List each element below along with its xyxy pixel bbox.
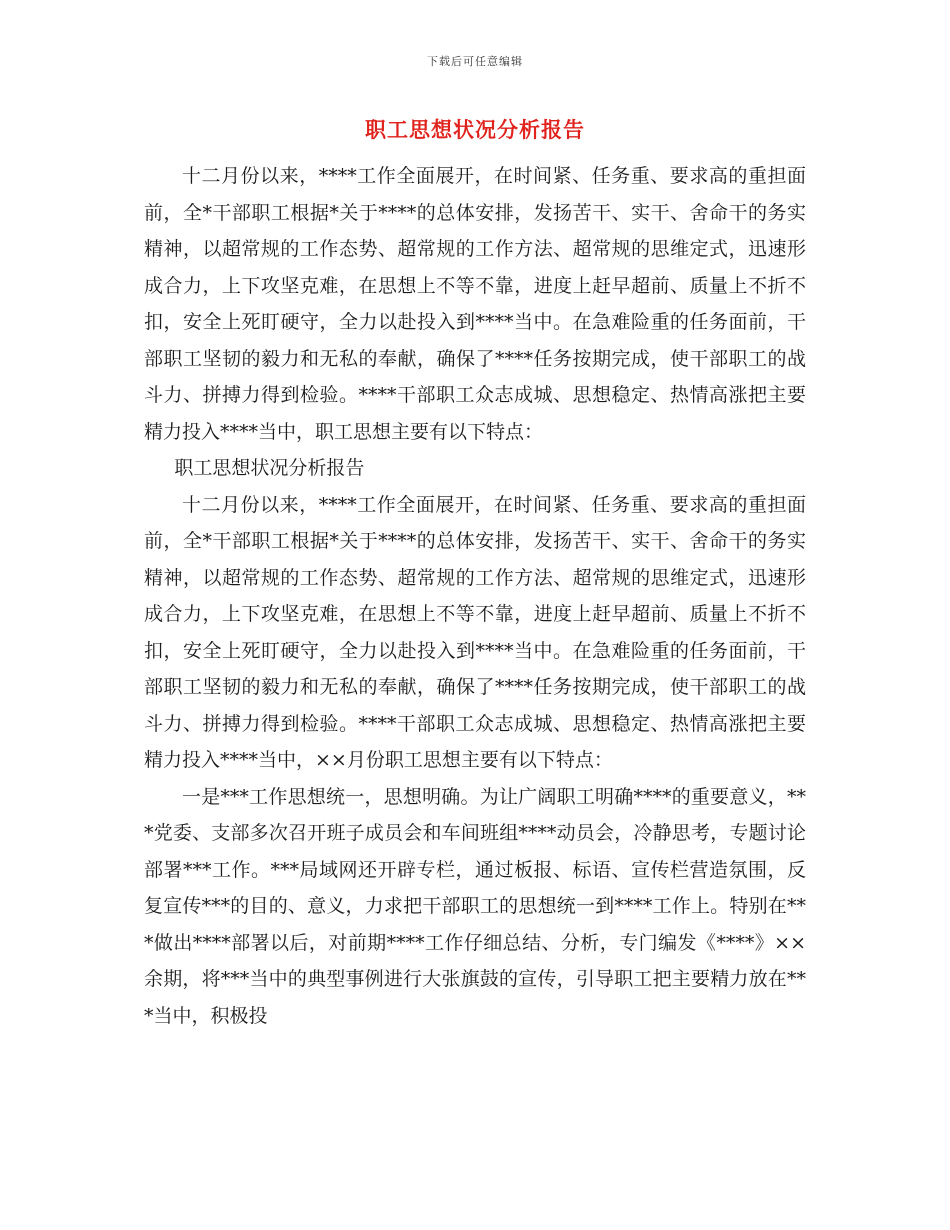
paragraph-point-one: 一是***工作思想统一，思想明确。为让广阔职工明确****的重要意义，***党委、支部多次召开班子成员会和车间班组****动员会，冷静思考，专题讨论部署***工作。***局域网还开辟专栏，通过板报、标语、宣传栏营造氛围，反复宣传***的目的、意义，力求把干部职工的思想统一到****工作上。特别在***做出****部署以后，对前期****工作仔细总结、分析，专门编发《****》××余期，将***当中的典型事例进行大张旗鼓的宣传，引导职工把主要精力放在***当中，积极投 bbox=[144, 785, 806, 1027]
paragraph-intro: 十二月份以来，****工作全面展开，在时间紧、任务重、要求高的重担面前，全*干部职工根据*关于****的总体安排，发扬苦干、实干、舍命干的务实精神，以超常规的工作态势、超常规的工作方法、超常规的思维定式，迅速形成合力，上下攻坚克难，在思想上不等不靠，进度上赶早超前、质量上不折不扣，安全上死盯硬守，全力以赴投入到****当中。在急难险重的任务面前，干部职工坚韧的毅力和无私的奉献，确保了****任务按期完成，使干部职工的战斗力、拼搏力得到检验。****干部职工众志成城、思想稳定、热情高涨把主要精力投入****当中，职工思想主要有以下特点： bbox=[144, 165, 806, 443]
paragraph-subtitle: 职工思想状况分析报告 bbox=[174, 457, 365, 479]
document-body bbox=[144, 158, 806, 1034]
document-title: 职工思想状况分析报告 bbox=[365, 117, 585, 142]
paragraph-repeat-intro: 十二月份以来，****工作全面展开，在时间紧、任务重、要求高的重担面前，全*干部职工根据*关于****的总体安排，发扬苦干、实干、舍命干的务实精神，以超常规的工作态势、超常规的工作方法、超常规的思维定式，迅速形成合力，上下攻坚克难，在思想上不等不靠，进度上赶早超前、质量上不折不扣，安全上死盯硬守，全力以赴投入到****当中。在急难险重的任务面前，干部职工坚韧的毅力和无私的奉献，确保了****任务按期完成，使干部职工的战斗力、拼搏力得到检验。****干部职工众志成城、思想稳定、热情高涨把主要精力投入****当中，××月份职工思想主要有以下特点： bbox=[144, 493, 806, 771]
page-header-note: 下载后可任意编辑 bbox=[427, 55, 523, 68]
